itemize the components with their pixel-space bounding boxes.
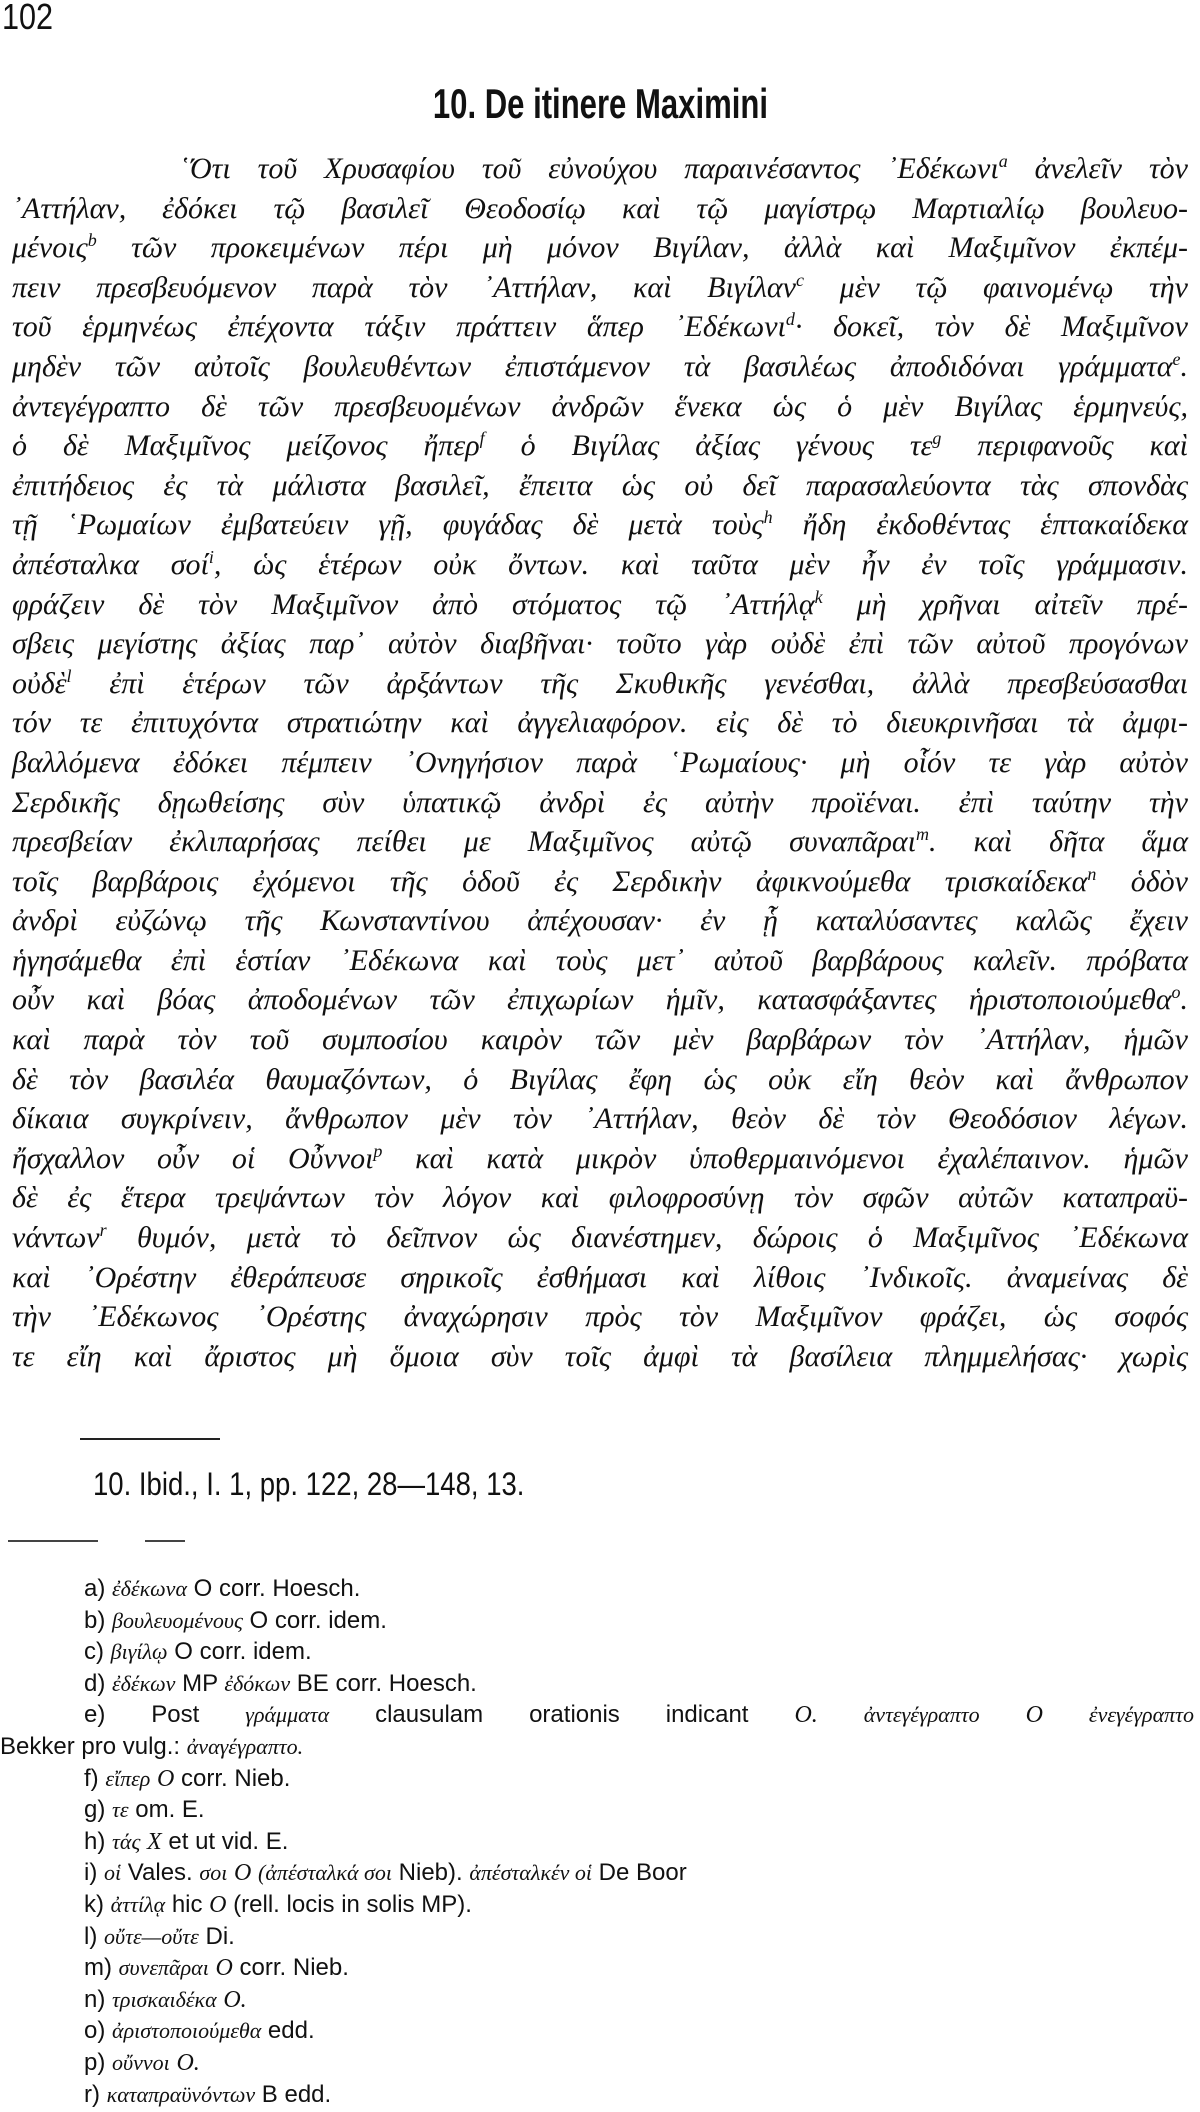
footnote-entry: Bekker pro vulg.: ἀναγέγραπτο. (0, 1733, 1194, 1765)
greek-reading: ἀπέσταλκέν οἱ (469, 1860, 592, 1885)
footnote-entry: a) ἐδέκωνα O corr. Hoesch. (84, 1575, 1194, 1607)
footnote-entry: o) ἀριστοποιούμεθα edd. (84, 2017, 1194, 2049)
greek-reading: βουλευομένους (112, 1608, 243, 1633)
text-line: νάντων$^r$ θυμόν, μετὰ τὸ δεῖπνον ὡς διανέστημεν, δώροις ὁ Μαξιμῖνος ᾿Εδέκωνα (12, 1221, 1188, 1261)
text-line: ἐπιτήδειος ἐς τὰ μάλιστα βασιλεῖ, ἔπειτα ὡς οὐ δεῖ παρασαλεύοντα τὰς σπονδὰς (12, 469, 1188, 509)
footnote-entry: d) ἐδέκων MP ἐδόκων BE corr. Hoesch. (84, 1670, 1194, 1702)
greek-reading: ἐνεγέγραπτο (1089, 1702, 1194, 1727)
footnote-entry: h) τάς X et ut vid. E. (84, 1828, 1194, 1860)
text-line: δὲ τὸν βασιλέα θαυμαζόντων, ὁ Βιγίλας ἔφη ὡς οὐκ εἴη θεὸν καὶ ἄνθρωπον (12, 1063, 1188, 1103)
greek-reading: ἐδόκων (224, 1671, 290, 1696)
text-line: τῇ ῾Ρωμαίων ἐμβατεύειν γῇ, φυγάδας δὲ μετὰ τοὺς$^h$ ἤδη ἐκδοθέντας ἑπτακαίδεκα (12, 508, 1188, 548)
text-line: καὶ ᾿Ορέστην ἐθεράπευσε σηρικοῖς ἐσθήμασι καὶ λίθοις ᾿Ινδικοῖς. ἀναμείνας δὲ (12, 1261, 1188, 1301)
text-line: πρεσβείαν ἐκλιπαρήσας πείθει με Μαξιμῖνος αὐτῷ συναπᾶραι$^m$. καὶ δῆτα ἅμα (12, 825, 1188, 865)
footnote-entry: f) εἴπερ O corr. Nieb. (84, 1765, 1194, 1797)
text-line: καὶ παρὰ τὸν τοῦ συμποσίου καιρὸν τῶν μὲν βαρβάρων τὸν ᾿Αττήλαν, ἡμῶν (12, 1023, 1188, 1063)
text-line: πειν πρεσβευόμενον παρὰ τὸν ᾿Αττήλαν, καὶ Βιγίλαν$^c$ μὲν τῷ φαινομένῳ τὴν (12, 271, 1188, 311)
greek-reading: συνεπᾶραι (119, 1955, 209, 1980)
manuscript-siglum: O (1026, 1702, 1043, 1728)
footnote-marker: p (373, 1141, 382, 1161)
footnote-marker: l (67, 666, 72, 686)
footnote-marker: c (796, 270, 804, 290)
footnote-marker: i (209, 547, 214, 567)
text-line: τε εἴη καὶ ἄριστος μὴ ὅμοια σὺν τοῖς ἀμφὶ τὰ βασίλεια πλημμελήσας· χωρὶς (12, 1340, 1188, 1380)
text-line: τόν τε ἐπιτυχόντα στρατιώτην καὶ ἀγγελιαφόρον. εἰς δὲ τὸ διευκρινῆσαι τὰ ἀμφι- (12, 706, 1188, 746)
footnote-entry: g) τε om. E. (84, 1796, 1194, 1828)
greek-reading: ἀριστοποιούμεθα (112, 2018, 261, 2043)
manuscript-siglum: O (157, 1766, 174, 1792)
footnote-marker: h (764, 507, 773, 527)
text-line: ἡγησάμεθα ἐπὶ ἑστίαν ᾿Εδέκωνα καὶ τοὺς μετ᾿ αὐτοῦ βαρβάρους καλεῖν. πρόβατα (12, 944, 1188, 984)
text-line: οὖν καὶ βόας ἀποδομένων τῶν ἐπιχωρίων ἡμῖν, κατασφάξαντες ἡριστοποιούμεθα$^o$. (12, 983, 1188, 1023)
critical-apparatus (84, 1575, 1194, 2112)
footnote-separator (80, 1438, 220, 1440)
greek-reading: τάς (112, 1829, 140, 1854)
greek-reading: τε (112, 1797, 129, 1822)
text-line: ᾿Αττήλαν, ἐδόκει τῷ βασιλεῖ Θεοδοσίῳ καὶ τῷ μαγίστρῳ Μαρτιαλίῳ βουλευο- (12, 192, 1188, 232)
manuscript-siglum: O. (176, 2050, 199, 2076)
text-line: ἀπέσταλκα σοί$^i$, ὡς ἑτέρων οὐκ ὄντων. καὶ ταῦτα μὲν ἦν ἐν τοῖς γράμμασιν. (12, 548, 1188, 588)
text-line: δίκαια συγκρίνειν, ἄνθρωπον μὲν τὸν ᾿Αττήλαν, θεὸν δὲ τὸν Θεοδόσιον λέγων. (12, 1102, 1188, 1142)
greek-reading: τρισκαιδέκα (112, 1987, 217, 2012)
footnote-marker: g (932, 428, 941, 448)
footnote-entry: p) οὔννοι O. (84, 2049, 1194, 2081)
greek-reading: καταπραϋνόντων (107, 2082, 255, 2107)
footnote-entry: m) συνεπᾶραι O corr. Nieb. (84, 1954, 1194, 1986)
greek-reading: οἱ (104, 1860, 121, 1885)
footnote-entry: n) τρισκαιδέκα O. (84, 1986, 1194, 2018)
text-line: σβεις μεγίστης ἀξίας παρ᾿ αὐτὸν διαβῆναι· τοῦτο γὰρ οὐδὲ ἐπὶ τῶν αὐτοῦ προγόνων (12, 627, 1188, 667)
text-line: Σερδικῆς δῃωθείσης σὺν ὑπατικῷ ἀνδρὶ ἐς αὐτὴν προϊέναι. ἐπὶ ταύτην τὴν (12, 786, 1188, 826)
text-line: ῾Ότι τοῦ Χρυσαφίου τοῦ εὐνούχου παραινέσαντος ᾿Εδέκωνι$^a$ ἀνελεῖν τὸν (12, 152, 1188, 192)
manuscript-siglum: O. (223, 1987, 246, 2013)
text-line: μένοις$^b$ τῶν προκειμένων πέρι μὴ μόνον Βιγίλαν, ἀλλὰ καὶ Μαξιμῖνον ἐκπέμ- (12, 231, 1188, 271)
footnote-marker: d (786, 309, 795, 329)
footnote-marker: e (1173, 349, 1181, 369)
apparatus-divider (145, 1540, 185, 1542)
text-line: ἀντεγέγραπτο δὲ τῶν πρεσβευομένων ἀνδρῶν ἕνεκα ὡς ὁ μὲν Βιγίλας ἑρμηνεύς, (12, 390, 1188, 430)
text-line: βαλλόμενα ἐδόκει πέμπειν ᾿Ονηγήσιον παρὰ ῾Ρωμαίους· μὴ οἷόν τε γὰρ αὐτὸν (12, 746, 1188, 786)
footnote-entry: r) καταπραϋνόντων B edd. (84, 2081, 1194, 2112)
greek-reading: (ἀπέσταλκά σοι (258, 1860, 392, 1885)
text-line: τοῖς βαρβάροις ἐχόμενοι τῆς ὁδοῦ ἐς Σερδικὴν ἀφικνούμεθα τρισκαίδεκα$^n$ ὁδὸν (12, 865, 1188, 905)
manuscript-siglum: O (234, 1860, 251, 1886)
main-text (12, 152, 1188, 1379)
footnote-marker: f (480, 428, 485, 448)
greek-reading: οὔννοι (112, 2050, 170, 2075)
manuscript-siglum: O (209, 1892, 226, 1918)
footnote-marker: o (1172, 982, 1181, 1002)
footnote-marker: b (88, 230, 97, 250)
section-title-wrap (0, 80, 1200, 128)
greek-reading: ἐδέκωνα (112, 1576, 187, 1601)
footnote-entry: c) βιγίλῳ O corr. idem. (84, 1638, 1194, 1670)
text-line: τοῦ ἑρμηνέως ἐπέχοντα τάξιν πράττειν ἅπερ ᾿Εδέκωνι$^d$· δοκεῖ, τὸν δὲ Μαξιμῖνον (12, 310, 1188, 350)
greek-reading: ἐδέκων (112, 1671, 175, 1696)
footnote-marker: m (916, 824, 929, 844)
text-line: τὴν ᾿Εδέκωνος ᾿Ορέστης ἀναχώρησιν πρὸς τὸν Μαξιμῖνον φράζει, ὡς σοφός (12, 1300, 1188, 1340)
footnote-marker: r (100, 1220, 107, 1240)
apparatus-divider (8, 1540, 98, 1542)
footnote-marker: n (1087, 864, 1096, 884)
greek-reading: γράμματα (245, 1702, 329, 1727)
footnote-entry: k) ἀττίλᾳ hic O (rell. locis in solis MP). (84, 1891, 1194, 1923)
page-number: 102 (2, 0, 53, 38)
manuscript-siglum: O (216, 1955, 233, 1981)
text-line: ἤσχαλλον οὖν οἱ Οὖννοι$^p$ καὶ κατὰ μικρὸν ὑποθερμαινόμενοι ἐχαλέπαινον. ἡμῶν (12, 1142, 1188, 1182)
greek-reading: ἀττίλᾳ (111, 1892, 165, 1917)
greek-reading: οὔτε—οὔτε (104, 1924, 199, 1949)
greek-reading: ἀναγέγραπτο. (187, 1734, 303, 1759)
text-line: φράζειν δὲ τὸν Μαξιμῖνον ἀπὸ στόματος τῷ ᾿Αττήλᾳ$^k$ μὴ χρῆναι αἰτεῖν πρέ- (12, 588, 1188, 628)
source-reference: 10. Ibid., I. 1, pp. 122, 28—148, 13. (93, 1466, 524, 1503)
text-line: μηδὲν τῶν αὐτοῖς βουλευθέντων ἐπιστάμενον τὰ βασιλέως ἀποδιδόναι γράμματα$^e$. (12, 350, 1188, 390)
footnote-entry: i) οἱ Vales. σοι O (ἀπέσταλκά σοι Nieb). ἀπέσταλκέν οἱ De Boor (84, 1859, 1194, 1891)
section-title: 10. De itinere Maximini (432, 80, 767, 128)
manuscript-siglum: X (147, 1829, 162, 1855)
greek-reading: εἴπερ (105, 1766, 150, 1791)
footnote-marker: a (999, 151, 1008, 171)
footnote-entry: l) οὔτε—οὔτε Di. (84, 1923, 1194, 1955)
greek-reading: ἀντεγέγραπτο (864, 1702, 980, 1727)
footnote-marker: k (815, 587, 823, 607)
text-line: ἀνδρὶ εὐζώνῳ τῆς Κωνσταντίνου ἀπέχουσαν· ἐν ᾗ καταλύσαντες καλῶς ἔχειν (12, 904, 1188, 944)
text-line: οὐδὲ$^l$ ἐπὶ ἑτέρων τῶν ἀρξάντων τῆς Σκυθικῆς γενέσθαι, ἀλλὰ πρεσβεύσασθαι (12, 667, 1188, 707)
manuscript-siglum: O. (794, 1702, 817, 1728)
greek-reading: βιγίλῳ (111, 1639, 168, 1664)
text-line: ὁ δὲ Μαξιμῖνος μείζονος ἤπερ$^f$ ὁ Βιγίλας ἀξίας γένους $\tau\varepsilon^g$ περιφανοῦς καὶ (12, 429, 1188, 469)
greek-reading: σοι (199, 1860, 227, 1885)
text-line: δὲ ἐς ἕτερα τρεψάντων τὸν λόγον καὶ φιλοφροσύνῃ τὸν σφῶν αὐτῶν καταπραϋ- (12, 1181, 1188, 1221)
footnote-entry: e) Post γράμματα clausulam orationis indicant O. ἀντεγέγραπτο O ἐνεγέγραπτο (84, 1701, 1194, 1733)
footnote-entry: b) βουλευομένους O corr. idem. (84, 1607, 1194, 1639)
